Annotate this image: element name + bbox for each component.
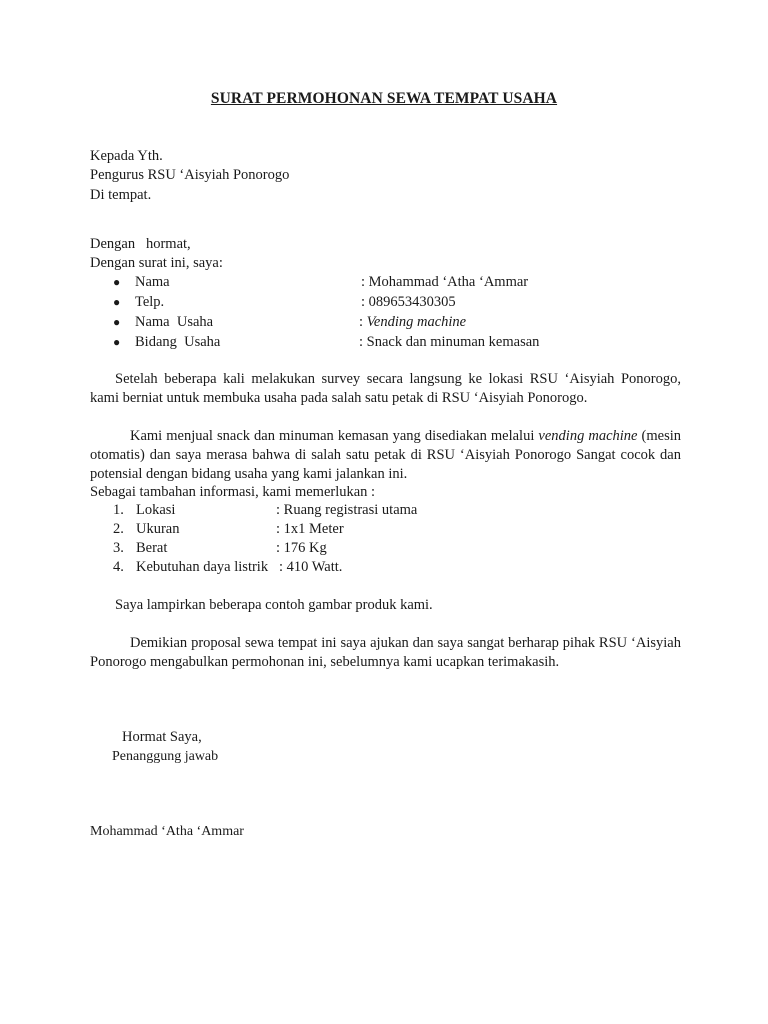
applicant-value: : 089653430305	[361, 294, 456, 310]
bullet-icon: ●	[113, 335, 121, 349]
applicant-label: Nama Usaha	[135, 314, 214, 330]
requirement-label: Lokasi	[136, 502, 176, 518]
signature-role: Penanggung jawab	[112, 749, 219, 764]
address-line-2: Pengurus RSU ‘Aisyiah Ponorogo	[90, 167, 290, 183]
item-number: 3.	[113, 540, 124, 556]
item-number: 4.	[113, 559, 124, 575]
applicant-label: Telp.	[135, 294, 165, 310]
list-item	[0, 313, 768, 332]
closing-paragraph: Demikian proposal sewa tempat ini saya ajukan dan saya sangat berharap pihak RSU ‘Aisyiah Ponorogo mengabulkan permohonan ini, sebelumnya kami ucapkan terimakasih.	[90, 635, 681, 670]
address-line-1: Kepada Yth.	[90, 148, 163, 164]
list-item	[0, 273, 768, 292]
item-number: 1.	[113, 502, 124, 518]
paragraph-2-after: (mesin otomatis) dan saya merasa bahwa di salah satu petak di RSU ‘Aisyiah Ponorogo Sangat cocok dan potensial dengan bidang usaha yang kami jalankan ini.	[90, 428, 681, 482]
address-line-3: Di tempat.	[90, 187, 152, 203]
item-number: 2.	[113, 521, 124, 537]
value-italic: Vending machine	[366, 314, 467, 330]
requirement-value: : 1x1 Meter	[276, 521, 344, 537]
requirement-label: Berat	[136, 540, 168, 556]
list-item	[0, 293, 768, 312]
paragraph-1: Setelah beberapa kali melakukan survey secara langsung ke lokasi RSU ‘Aisyiah Ponorogo, kami berniat untuk membuka usaha pada salah satu petak di RSU ‘Aisyiah Ponorogo.	[90, 371, 681, 406]
signature-name: Mohammad ‘Atha ‘Ammar	[90, 824, 244, 839]
requirement-value: : 176 Kg	[276, 540, 327, 556]
requirement-label: Ukuran	[136, 521, 180, 537]
requirement-value: : Ruang registrasi utama	[276, 502, 418, 518]
value-prefix: :	[359, 314, 367, 330]
list-item	[0, 501, 768, 520]
applicant-label: Bidang Usaha	[135, 334, 221, 350]
applicant-value: : Snack dan minuman kemasan	[359, 334, 540, 350]
applicant-label: Nama	[135, 274, 170, 290]
attachment-note: Saya lampirkan beberapa contoh gambar produk kami.	[115, 597, 433, 613]
requirement-value: : 410 Watt.	[279, 559, 343, 575]
list-item	[0, 520, 768, 539]
signature-regards: Hormat Saya,	[122, 729, 202, 745]
list-item	[0, 558, 768, 577]
bullet-icon: ●	[113, 295, 121, 309]
list-item	[0, 539, 768, 558]
bullet-icon: ●	[113, 315, 121, 329]
requirement-label: Kebutuhan daya listrik	[136, 559, 269, 575]
info-intro: Sebagai tambahan informasi, kami memerlukan :	[90, 484, 376, 500]
applicant-value	[359, 313, 466, 332]
intro-line: Dengan surat ini, saya:	[90, 255, 223, 271]
applicant-value: : Mohammad ‘Atha ‘Ammar	[361, 274, 529, 290]
list-item	[0, 333, 768, 352]
bullet-icon: ●	[113, 275, 121, 289]
paragraph-2	[90, 427, 681, 484]
greeting: Dengan hormat,	[90, 236, 191, 252]
letter-title: SURAT PERMOHONAN SEWA TEMPAT USAHA	[210, 90, 558, 107]
paragraph-2-before: Kami menjual snack dan minuman kemasan yang disediakan melalui	[130, 428, 539, 444]
paragraph-2-italic: vending machine	[538, 428, 638, 444]
